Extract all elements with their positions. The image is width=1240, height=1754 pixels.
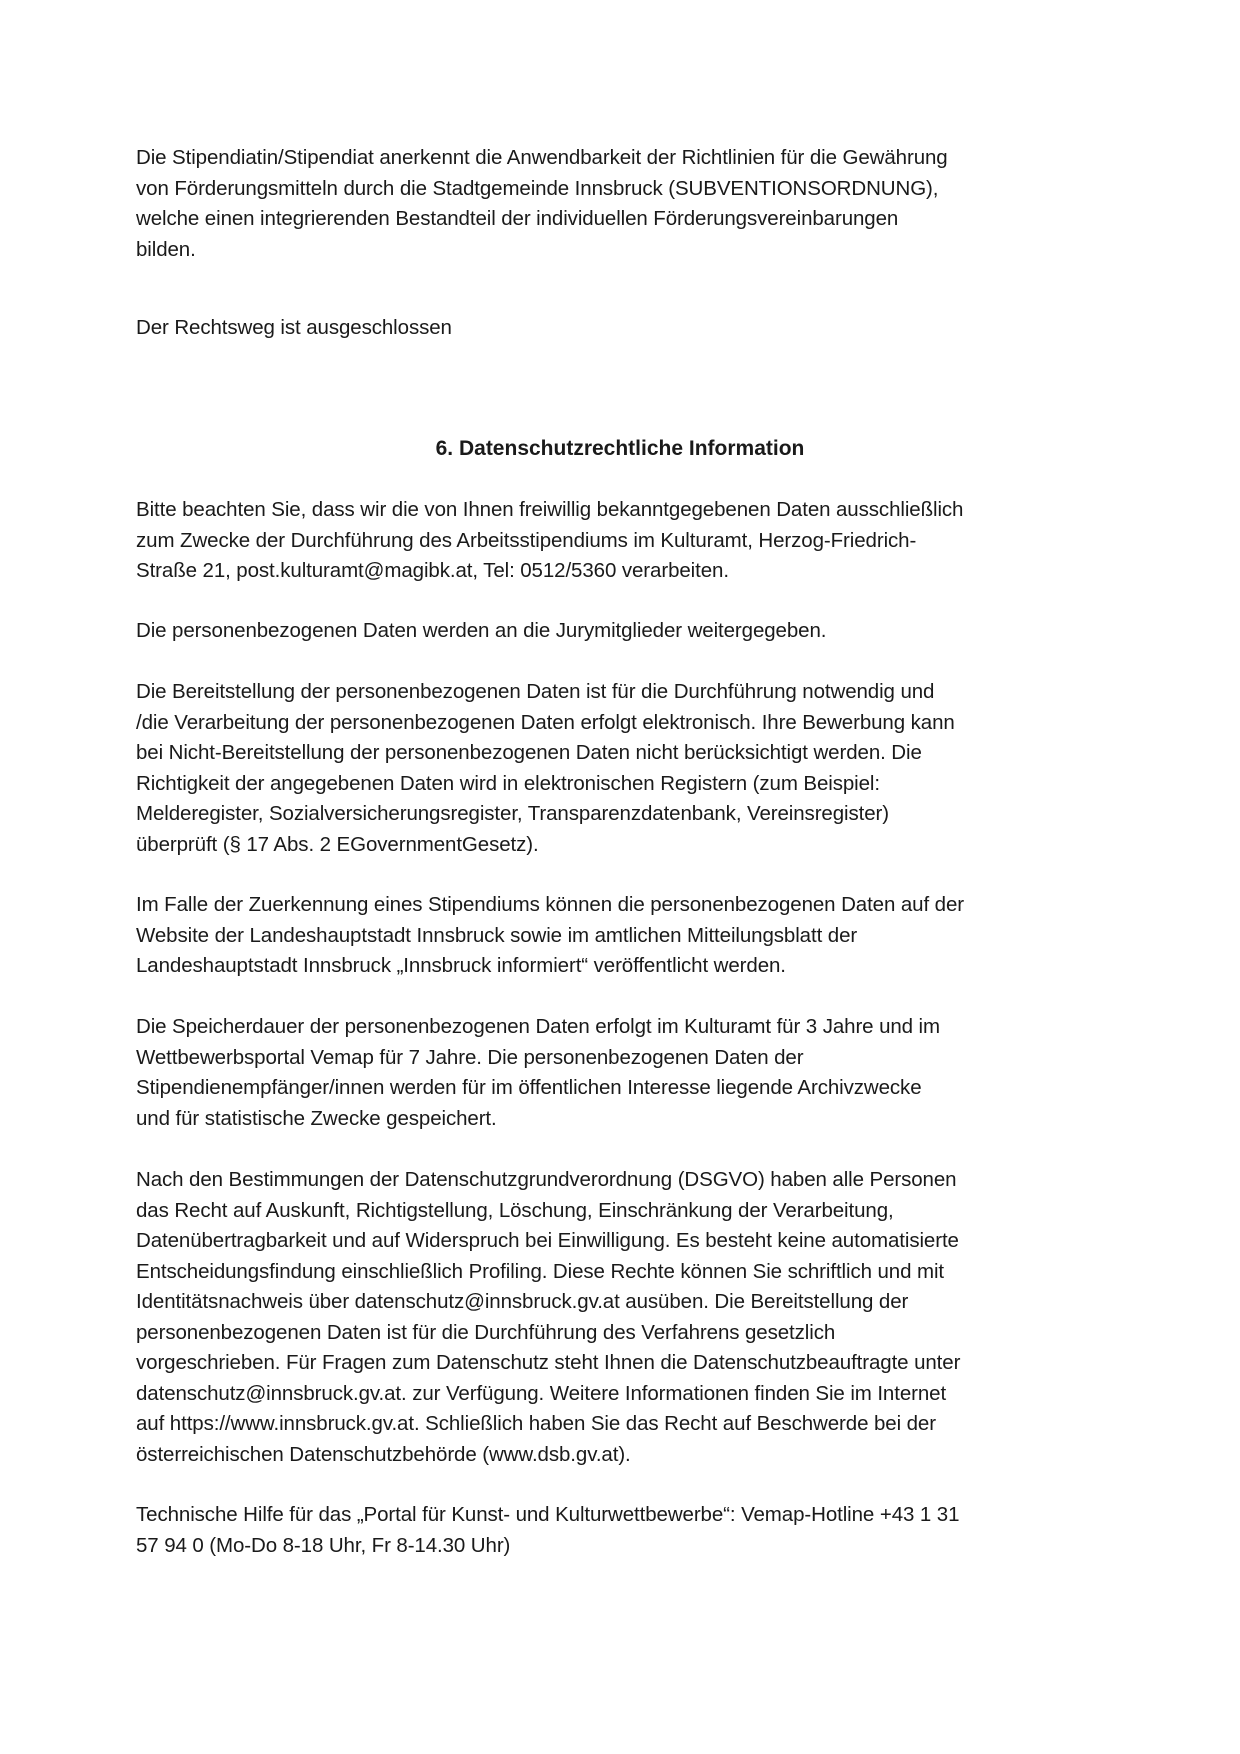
text-line: vorgeschrieben. Für Fragen zum Datenschutz steht Ihnen die Datenschutzbeauftragte unter bbox=[136, 1351, 961, 1374]
intro-paragraph bbox=[136, 143, 1096, 265]
text-line: von Förderungsmitteln durch die Stadtgemeinde Innsbruck (SUBVENTIONSORDNUNG), bbox=[136, 176, 939, 200]
text-line: welche einen integrierenden Bestandteil der individuellen Förderungsvereinbarungen bbox=[136, 207, 899, 230]
text-line: das Recht auf Auskunft, Richtigstellung, Löschung, Einschränkung der Verarbeitung, bbox=[136, 1198, 894, 1222]
text-line: 57 94 0 (Mo-Do 8-18 Uhr, Fr 8-14.30 Uhr) bbox=[136, 1533, 511, 1557]
text-line: Technische Hilfe für das „Portal für Kunst- und Kulturwettbewerbe“: Vemap-Hotline +43 1 31 bbox=[136, 1503, 960, 1526]
text-line: bei Nicht-Bereitstellung der personenbezogenen Daten nicht berücksichtigt werden. Die bbox=[136, 741, 922, 764]
section-heading: 6. Datenschutzrechtliche Information bbox=[435, 437, 805, 460]
text-line: österreichischen Datenschutzbehörde (www.dsb.gv.at). bbox=[136, 1442, 631, 1466]
paragraph-storage bbox=[136, 1012, 1096, 1134]
text-line: Landeshauptstadt Innsbruck „Innsbruck informiert“ veröffentlicht werden. bbox=[136, 954, 786, 977]
text-line: Wettbewerbsportal Vemap für 7 Jahre. Die personenbezogenen Daten der bbox=[136, 1045, 804, 1069]
paragraph-publication bbox=[136, 890, 1096, 982]
text-line: Website der Landeshauptstadt Innsbruck sowie im amtlichen Mitteilungsblatt der bbox=[136, 923, 858, 947]
text-line: Die Stipendiatin/Stipendiat anerkennt die Anwendbarkeit der Richtlinien für die Gewährung bbox=[136, 146, 948, 169]
text-line: Richtigkeit der angegebenen Daten wird in elektronischen Registern (zum Beispiel: bbox=[136, 771, 880, 795]
text-line: Nach den Bestimmungen der Datenschutzgrundverordnung (DSGVO) haben alle Personen bbox=[136, 1168, 957, 1191]
text-line: Bitte beachten Sie, dass wir die von Ihnen freiwillig bekanntgegebenen Daten ausschließlich bbox=[136, 498, 964, 521]
text-line: Im Falle der Zuerkennung eines Stipendiums können die personenbezogenen Daten auf der bbox=[136, 893, 964, 916]
text-line: datenschutz@innsbruck.gv.at. zur Verfügung. Weitere Informationen finden Sie im Internet bbox=[136, 1381, 947, 1405]
text-line: Datenübertragbarkeit und auf Widerspruch bei Einwilligung. Es besteht keine automatisierte bbox=[136, 1229, 959, 1252]
text-line: personenbezogenen Daten ist für die Durchführung des Verfahrens gesetzlich bbox=[136, 1320, 836, 1344]
legal-remark: Der Rechtsweg ist ausgeschlossen bbox=[136, 316, 452, 339]
text-line: /die Verarbeitung der personenbezogenen Daten erfolgt elektronisch. Ihre Bewerbung kann bbox=[136, 710, 955, 734]
text-line: und für statistische Zwecke gespeichert. bbox=[136, 1106, 497, 1130]
text-line: Die Bereitstellung der personenbezogenen Daten ist für die Durchführung notwendig und bbox=[136, 680, 935, 703]
text-line: Stipendienempfänger/innen werden für im öffentlichen Interesse liegende Archivzwecke bbox=[136, 1076, 922, 1099]
paragraph-rights bbox=[136, 1165, 1096, 1470]
text-line: Identitätsnachweis über datenschutz@innsbruck.gv.at ausüben. Die Bereitstellung der bbox=[136, 1290, 909, 1313]
paragraph-provision bbox=[136, 677, 1096, 860]
text-line: bilden. bbox=[136, 237, 196, 261]
text-line: Entscheidungsfindung einschließlich Profiling. Diese Rechte können Sie schriftlich und mit bbox=[136, 1259, 945, 1283]
text-line: zum Zwecke der Durchführung des Arbeitsstipendiums im Kulturamt, Herzog-Friedrich- bbox=[136, 528, 917, 552]
text-line: auf https://www.innsbruck.gv.at. Schließlich haben Sie das Recht auf Beschwerde bei der bbox=[136, 1412, 936, 1435]
text-line: Die personenbezogenen Daten werden an die Jurymitglieder weitergegeben. bbox=[136, 619, 827, 642]
paragraph-jury bbox=[136, 616, 1096, 647]
text-line: Straße 21, post.kulturamt@magibk.at, Tel: 0512/5360 verarbeiten. bbox=[136, 559, 729, 582]
paragraph-technical-help bbox=[136, 1500, 1096, 1561]
paragraph-data-processing bbox=[136, 495, 1096, 587]
text-line: Die Speicherdauer der personenbezogenen Daten erfolgt im Kulturamt für 3 Jahre und im bbox=[136, 1015, 940, 1038]
text-line: überprüft (§ 17 Abs. 2 EGovernmentGesetz). bbox=[136, 832, 539, 856]
text-line: Melderegister, Sozialversicherungsregister, Transparenzdatenbank, Vereinsregister) bbox=[136, 802, 889, 825]
legal-remark-paragraph bbox=[136, 313, 1096, 344]
